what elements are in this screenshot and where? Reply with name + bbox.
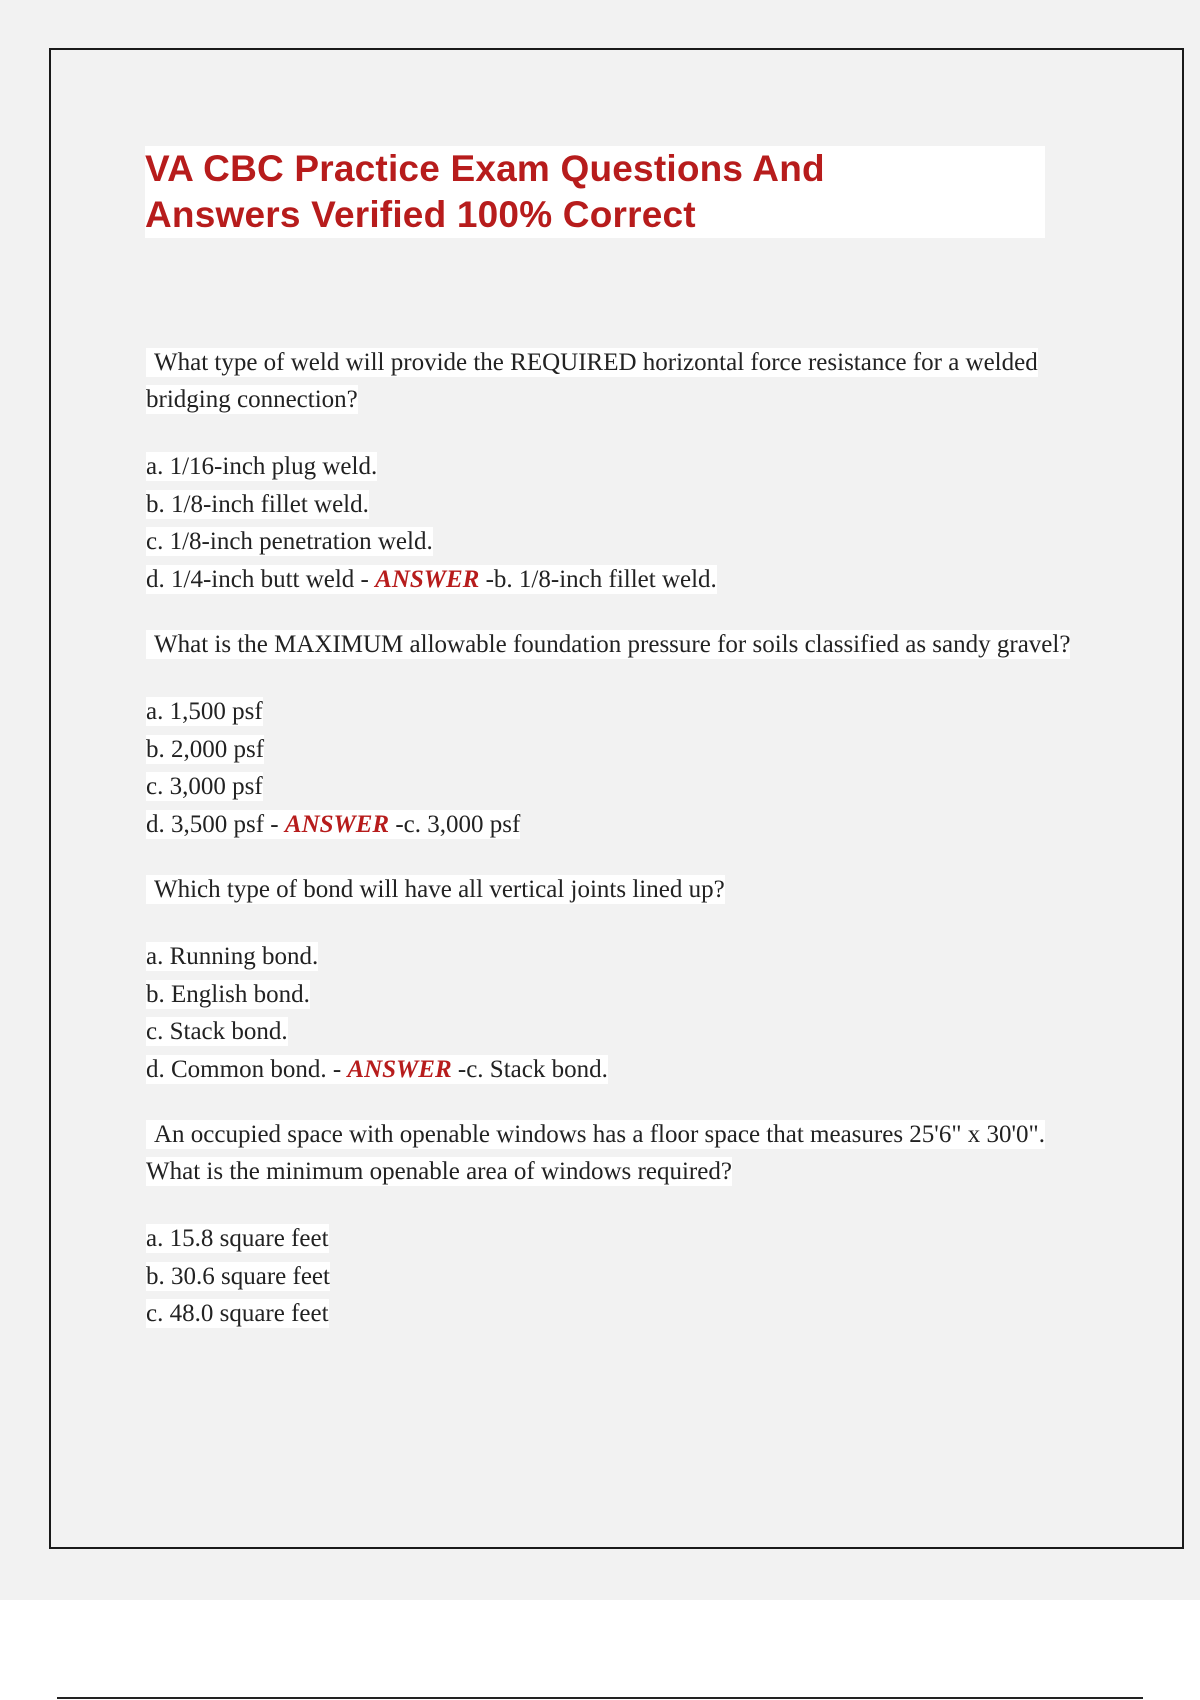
answer-label: ANSWER xyxy=(375,565,480,593)
document-title-line-1: VA CBC Practice Exam Questions And xyxy=(145,148,825,189)
answer-text: -c. 3,000 psf xyxy=(389,810,521,838)
question-prompt-text: An occupied space with openable windows has a floor space that measures 25'6" x 30'0". What is the minimum openable area of windows required? xyxy=(146,1121,1045,1185)
option-b xyxy=(146,976,1096,1014)
option-d-with-answer xyxy=(146,561,1096,599)
document-title-line-2: Answers Verified 100% Correct xyxy=(145,194,696,235)
option-a xyxy=(146,693,1096,731)
question-1 xyxy=(146,344,1096,598)
option-text: a. 1,500 psf xyxy=(146,698,263,725)
answer-text: -c. Stack bond. xyxy=(451,1055,608,1083)
option-d-with-answer xyxy=(146,806,1096,844)
answer-text: -b. 1/8-inch fillet weld. xyxy=(479,565,717,593)
option-text: a. 1/16-inch plug weld. xyxy=(146,453,378,480)
option-text: d. 3,500 psf - xyxy=(146,810,285,838)
question-prompt xyxy=(146,1116,1096,1190)
option-text: c. 3,000 psf xyxy=(146,773,263,800)
option-text: b. 2,000 psf xyxy=(146,735,265,763)
document-title xyxy=(145,146,1045,238)
option-text: a. 15.8 square feet xyxy=(146,1225,329,1252)
option-text: c. 1/8-inch penetration weld. xyxy=(146,528,433,555)
question-prompt-text: What is the MAXIMUM allowable foundation pressure for soils classified as sandy gravel? xyxy=(154,631,1071,658)
option-d-with-answer xyxy=(146,1051,1096,1089)
questions-list xyxy=(146,344,1096,1361)
option-b xyxy=(146,486,1096,524)
question-prompt xyxy=(146,344,1096,418)
question-prompt xyxy=(146,626,1096,663)
option-text: b. 30.6 square feet xyxy=(146,1262,330,1290)
option-c xyxy=(146,523,1096,561)
answer-options xyxy=(146,938,1096,1088)
question-prompt-text: Which type of bond will have all vertical joints lined up? xyxy=(154,876,725,903)
option-text: b. 1/8-inch fillet weld. xyxy=(146,490,369,518)
question-4 xyxy=(146,1116,1096,1333)
option-text: d. Common bond. - xyxy=(146,1055,348,1083)
option-text: b. English bond. xyxy=(146,980,310,1008)
question-prompt-text: What type of weld will provide the REQUIRED horizontal force resistance for a welded bridging connection? xyxy=(146,349,1038,413)
option-c xyxy=(146,1295,1096,1333)
option-a xyxy=(146,938,1096,976)
answer-label: ANSWER xyxy=(284,810,390,838)
question-2 xyxy=(146,626,1096,843)
option-b xyxy=(146,1258,1096,1296)
question-prompt xyxy=(146,871,1096,908)
option-text: a. Running bond. xyxy=(146,943,319,970)
question-3 xyxy=(146,871,1096,1088)
option-a xyxy=(146,1220,1096,1258)
option-text: c. 48.0 square feet xyxy=(146,1300,329,1327)
title-banner xyxy=(145,146,1045,238)
option-c xyxy=(146,1013,1096,1051)
option-text: d. 1/4-inch butt weld - xyxy=(146,565,376,593)
option-b xyxy=(146,731,1096,769)
answer-options xyxy=(146,1220,1096,1333)
option-c xyxy=(146,768,1096,806)
answer-options xyxy=(146,693,1096,843)
footer-divider xyxy=(57,1697,1143,1699)
answer-options xyxy=(146,448,1096,598)
answer-label: ANSWER xyxy=(347,1055,452,1083)
option-text: c. Stack bond. xyxy=(146,1018,288,1045)
option-a xyxy=(146,448,1096,486)
